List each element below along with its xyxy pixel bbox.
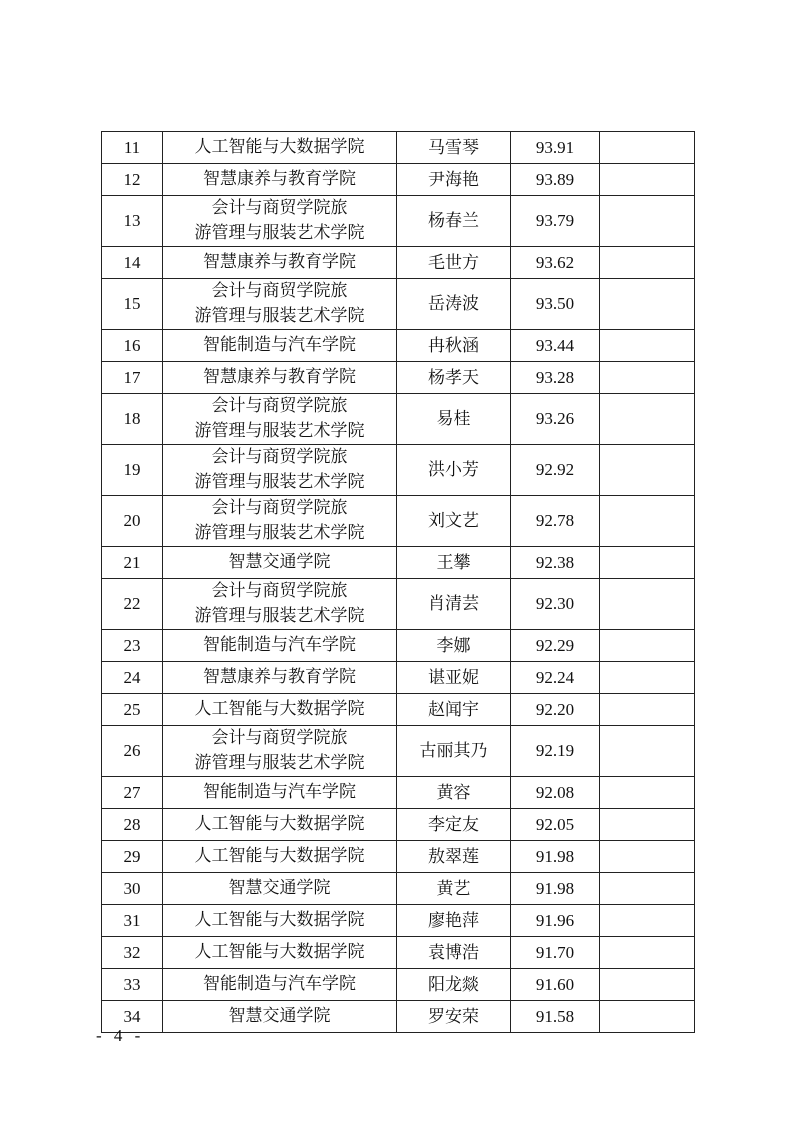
- table-row: [102, 841, 695, 873]
- college-line: 智慧交通学院: [228, 552, 331, 572]
- rank-cell: 29: [102, 841, 163, 873]
- college-cell: [163, 330, 397, 362]
- score-cell: 92.08: [511, 777, 600, 809]
- note-cell: [600, 579, 695, 630]
- college-line: 智能制造与汽车学院: [203, 782, 356, 802]
- table-row: [102, 247, 695, 279]
- note-cell: [600, 330, 695, 362]
- college-line: 智能制造与汽车学院: [203, 635, 356, 655]
- name-cell: 李娜: [397, 630, 511, 662]
- name-cell: 尹海艳: [397, 164, 511, 196]
- table-row: [102, 809, 695, 841]
- college-line: 游管理与服装艺术学院: [194, 606, 365, 626]
- name-cell: 冉秋涵: [397, 330, 511, 362]
- college-line: 人工智能与大数据学院: [194, 137, 365, 157]
- college-cell: [163, 630, 397, 662]
- note-cell: [600, 841, 695, 873]
- note-cell: [600, 164, 695, 196]
- rank-cell: 33: [102, 969, 163, 1001]
- score-cell: 92.24: [511, 662, 600, 694]
- college-cell: [163, 726, 397, 777]
- note-cell: [600, 196, 695, 247]
- name-cell: 肖清芸: [397, 579, 511, 630]
- note-cell: [600, 496, 695, 547]
- score-cell: 91.60: [511, 969, 600, 1001]
- note-cell: [600, 969, 695, 1001]
- rank-cell: 11: [102, 132, 163, 164]
- table-row: [102, 445, 695, 496]
- college-cell: [163, 662, 397, 694]
- name-cell: 敖翠莲: [397, 841, 511, 873]
- score-cell: 93.28: [511, 362, 600, 394]
- college-line: 人工智能与大数据学院: [194, 699, 365, 719]
- name-cell: 黄艺: [397, 873, 511, 905]
- note-cell: [600, 279, 695, 330]
- table-body: [102, 132, 695, 1033]
- table-row: [102, 362, 695, 394]
- name-cell: 洪小芳: [397, 445, 511, 496]
- note-cell: [600, 547, 695, 579]
- college-cell: [163, 132, 397, 164]
- table-row: [102, 1001, 695, 1033]
- college-cell: [163, 164, 397, 196]
- college-line: 人工智能与大数据学院: [194, 814, 365, 834]
- name-cell: 李定友: [397, 809, 511, 841]
- name-cell: 黄容: [397, 777, 511, 809]
- college-line: 会计与商贸学院旅: [211, 198, 348, 218]
- score-cell: 91.98: [511, 841, 600, 873]
- table-row: [102, 969, 695, 1001]
- rank-cell: 15: [102, 279, 163, 330]
- college-line: 会计与商贸学院旅: [211, 728, 348, 748]
- college-cell: [163, 247, 397, 279]
- college-line: 游管理与服装艺术学院: [194, 306, 365, 326]
- note-cell: [600, 694, 695, 726]
- page-number: - 4 -: [96, 1026, 145, 1045]
- table-row: [102, 330, 695, 362]
- score-cell: 92.19: [511, 726, 600, 777]
- score-cell: 93.26: [511, 394, 600, 445]
- name-cell: 刘文艺: [397, 496, 511, 547]
- note-cell: [600, 630, 695, 662]
- college-cell: [163, 279, 397, 330]
- rank-cell: 19: [102, 445, 163, 496]
- score-cell: 91.58: [511, 1001, 600, 1033]
- college-cell: [163, 547, 397, 579]
- college-line: 会计与商贸学院旅: [211, 447, 348, 467]
- rank-cell: 20: [102, 496, 163, 547]
- rank-cell: 31: [102, 905, 163, 937]
- name-cell: 易桂: [397, 394, 511, 445]
- rank-cell: 25: [102, 694, 163, 726]
- note-cell: [600, 362, 695, 394]
- name-cell: 王攀: [397, 547, 511, 579]
- score-cell: 92.92: [511, 445, 600, 496]
- college-line: 会计与商贸学院旅: [211, 281, 348, 301]
- rank-cell: 28: [102, 809, 163, 841]
- score-cell: 92.29: [511, 630, 600, 662]
- table-row: [102, 905, 695, 937]
- score-cell: 93.79: [511, 196, 600, 247]
- score-cell: 92.78: [511, 496, 600, 547]
- college-line: 智慧康养与教育学院: [203, 252, 356, 272]
- college-cell: [163, 777, 397, 809]
- note-cell: [600, 247, 695, 279]
- table-row: [102, 579, 695, 630]
- note-cell: [600, 905, 695, 937]
- score-cell: 93.62: [511, 247, 600, 279]
- name-cell: 赵闻宇: [397, 694, 511, 726]
- rank-cell: 22: [102, 579, 163, 630]
- rank-cell: 27: [102, 777, 163, 809]
- college-cell: [163, 905, 397, 937]
- college-line: 人工智能与大数据学院: [194, 846, 365, 866]
- name-cell: 袁博浩: [397, 937, 511, 969]
- college-cell: [163, 694, 397, 726]
- score-cell: 93.50: [511, 279, 600, 330]
- college-cell: [163, 1001, 397, 1033]
- college-line: 会计与商贸学院旅: [211, 581, 348, 601]
- college-line: 游管理与服装艺术学院: [194, 223, 365, 243]
- score-cell: 93.91: [511, 132, 600, 164]
- note-cell: [600, 1001, 695, 1033]
- note-cell: [600, 445, 695, 496]
- score-cell: 93.89: [511, 164, 600, 196]
- rank-cell: 24: [102, 662, 163, 694]
- college-cell: [163, 362, 397, 394]
- score-cell: 92.05: [511, 809, 600, 841]
- score-cell: 93.44: [511, 330, 600, 362]
- rank-cell: 13: [102, 196, 163, 247]
- college-line: 会计与商贸学院旅: [211, 498, 348, 518]
- table-row: [102, 630, 695, 662]
- note-cell: [600, 809, 695, 841]
- college-line: 智能制造与汽车学院: [203, 974, 356, 994]
- table-row: [102, 279, 695, 330]
- table-row: [102, 937, 695, 969]
- rank-cell: 18: [102, 394, 163, 445]
- name-cell: 廖艳萍: [397, 905, 511, 937]
- college-line: 智慧康养与教育学院: [203, 169, 356, 189]
- name-cell: 毛世方: [397, 247, 511, 279]
- college-cell: [163, 937, 397, 969]
- name-cell: 杨春兰: [397, 196, 511, 247]
- note-cell: [600, 937, 695, 969]
- table-row: [102, 132, 695, 164]
- name-cell: 岳涛波: [397, 279, 511, 330]
- rank-cell: 23: [102, 630, 163, 662]
- name-cell: 杨孝天: [397, 362, 511, 394]
- rank-cell: 14: [102, 247, 163, 279]
- name-cell: 马雪琴: [397, 132, 511, 164]
- college-cell: [163, 579, 397, 630]
- rank-cell: 34: [102, 1001, 163, 1033]
- college-line: 游管理与服装艺术学院: [194, 472, 365, 492]
- college-line: 游管理与服装艺术学院: [194, 421, 365, 441]
- table-row: [102, 726, 695, 777]
- table-row: [102, 662, 695, 694]
- rank-cell: 30: [102, 873, 163, 905]
- rank-cell: 17: [102, 362, 163, 394]
- table-row: [102, 196, 695, 247]
- table-row: [102, 873, 695, 905]
- note-cell: [600, 132, 695, 164]
- college-cell: [163, 873, 397, 905]
- college-line: 智慧交通学院: [228, 1006, 331, 1026]
- table-row: [102, 547, 695, 579]
- rank-cell: 26: [102, 726, 163, 777]
- college-cell: [163, 496, 397, 547]
- college-line: 游管理与服装艺术学院: [194, 523, 365, 543]
- rank-cell: 32: [102, 937, 163, 969]
- college-cell: [163, 841, 397, 873]
- college-cell: [163, 809, 397, 841]
- college-cell: [163, 969, 397, 1001]
- score-cell: 92.38: [511, 547, 600, 579]
- score-cell: 92.30: [511, 579, 600, 630]
- name-cell: 阳龙燚: [397, 969, 511, 1001]
- table-row: [102, 496, 695, 547]
- college-line: 智慧康养与教育学院: [203, 367, 356, 387]
- rank-cell: 12: [102, 164, 163, 196]
- name-cell: 古丽其乃: [397, 726, 511, 777]
- note-cell: [600, 873, 695, 905]
- table-row: [102, 694, 695, 726]
- college-line: 人工智能与大数据学院: [194, 942, 365, 962]
- note-cell: [600, 394, 695, 445]
- score-cell: 91.98: [511, 873, 600, 905]
- college-cell: [163, 445, 397, 496]
- score-cell: 91.96: [511, 905, 600, 937]
- note-cell: [600, 777, 695, 809]
- college-line: 智能制造与汽车学院: [203, 335, 356, 355]
- college-line: 智慧交通学院: [228, 878, 331, 898]
- college-line: 游管理与服装艺术学院: [194, 753, 365, 773]
- college-line: 会计与商贸学院旅: [211, 396, 348, 416]
- results-table: [101, 131, 695, 1033]
- name-cell: 谌亚妮: [397, 662, 511, 694]
- college-line: 智慧康养与教育学院: [203, 667, 356, 687]
- score-cell: 91.70: [511, 937, 600, 969]
- college-line: 人工智能与大数据学院: [194, 910, 365, 930]
- note-cell: [600, 662, 695, 694]
- score-cell: 92.20: [511, 694, 600, 726]
- rank-cell: 16: [102, 330, 163, 362]
- note-cell: [600, 726, 695, 777]
- college-cell: [163, 196, 397, 247]
- rank-cell: 21: [102, 547, 163, 579]
- name-cell: 罗安荣: [397, 1001, 511, 1033]
- table-row: [102, 777, 695, 809]
- table-row: [102, 394, 695, 445]
- table-row: [102, 164, 695, 196]
- college-cell: [163, 394, 397, 445]
